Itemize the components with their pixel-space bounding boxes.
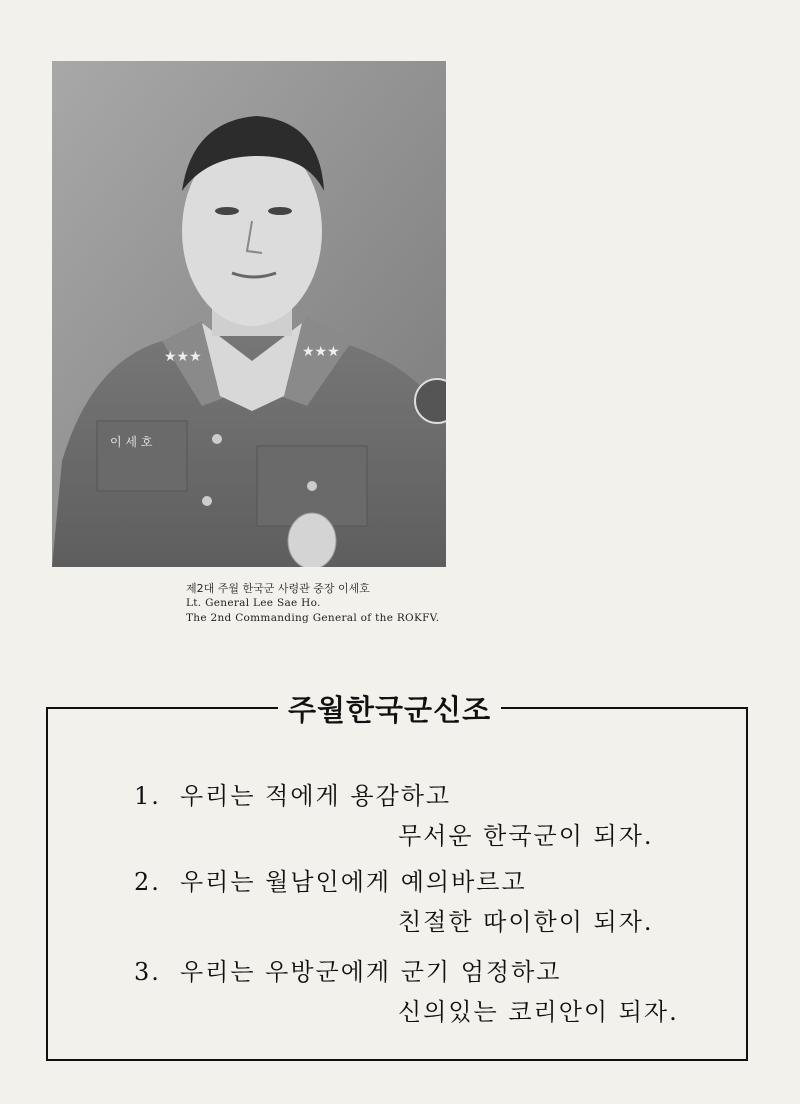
creed-number: 1. (134, 782, 161, 810)
creed-number: 3. (134, 958, 161, 986)
creed-item-1 (134, 776, 451, 811)
creed-line: 우리는 월남인에게 예의바르고 (180, 868, 527, 896)
creed-item-3 (134, 952, 561, 987)
svg-text:★★★: ★★★ (302, 344, 340, 360)
caption-english-name: Lt. General Lee Sae Ho. (186, 597, 321, 609)
creed-item-2 (134, 862, 527, 897)
portrait-photo (52, 61, 446, 567)
portrait-illustration (52, 61, 446, 567)
creed-number: 2. (134, 868, 161, 896)
creed-item-2-cont: 친절한 따이한이 되자. (398, 908, 654, 936)
svg-text:★★★: ★★★ (164, 349, 202, 365)
creed-line: 우리는 적에게 용감하고 (180, 782, 452, 810)
creed-line: 우리는 우방군에게 군기 엄정하고 (180, 958, 562, 986)
name-tag: 이 세 호 (110, 435, 153, 449)
photo-caption (186, 581, 439, 626)
caption-english-title: The 2nd Commanding General of the ROKFV. (186, 612, 440, 624)
creed-item-1-cont: 무서운 한국군이 되자. (398, 822, 654, 850)
creed-item-3-cont: 신의있는 코리안이 되자. (398, 998, 679, 1026)
creed-title: 주월한국군신조 (278, 688, 501, 729)
caption-korean: 제2대 주월 한국군 사령관 중장 이세호 (186, 582, 370, 595)
